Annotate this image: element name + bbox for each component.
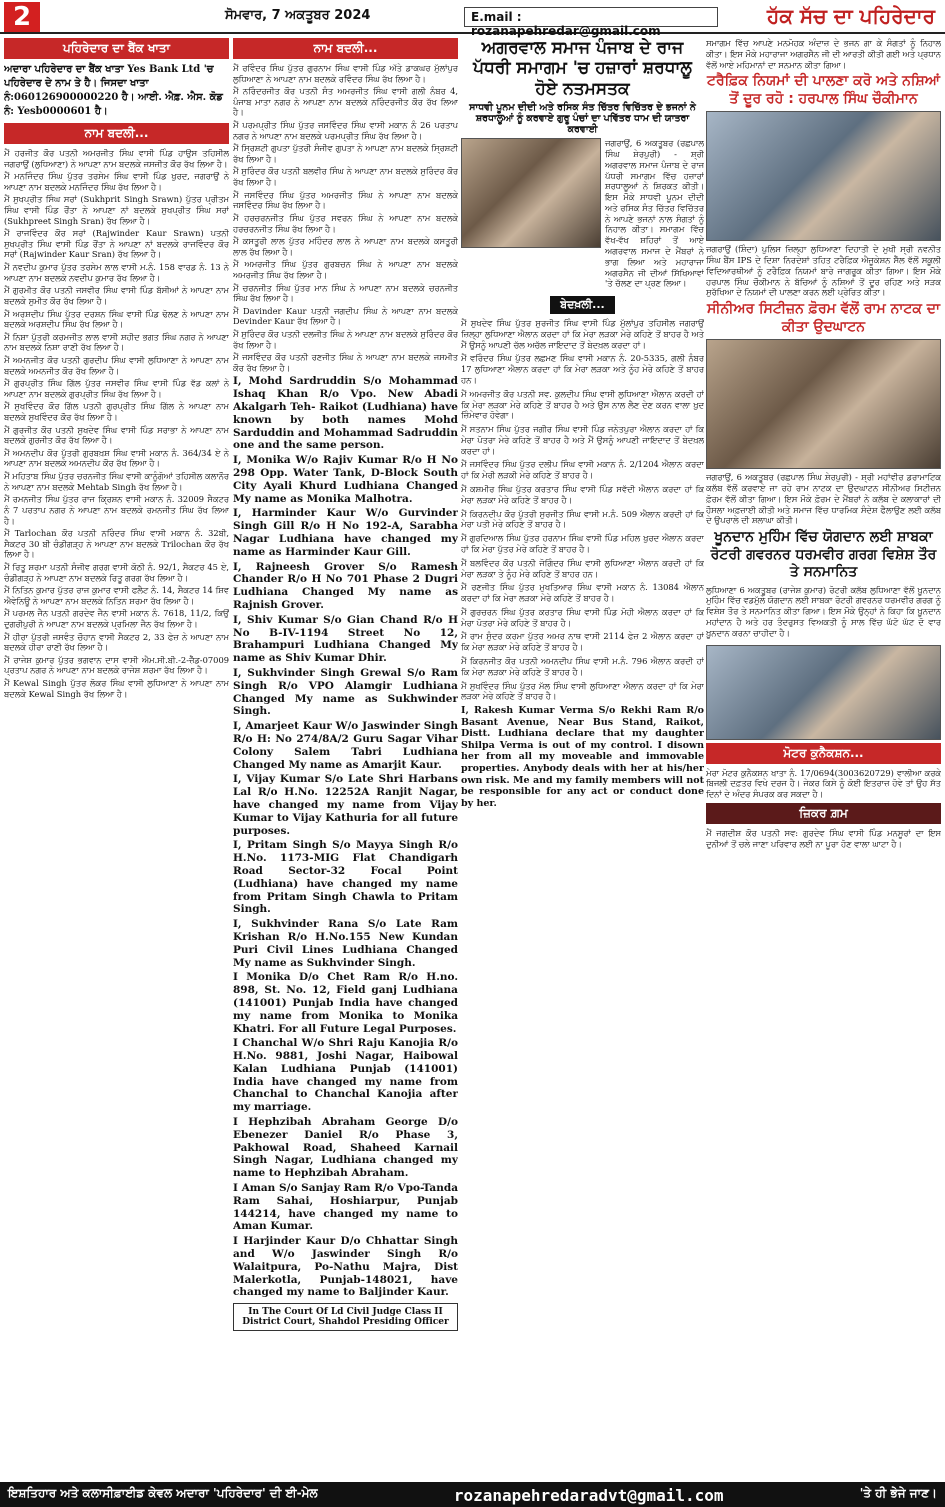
notice-item: ਮੈਂ ਹਰਜੀਤ ਕੌਰ ਪਤਨੀ ਅਮਰਜੀਤ ਸਿੰਘ ਵਾਸੀ ਪਿੰਡ ਹਾਉਸ ਤਹਿਸੀਲ ਜਗਰਾਉਂ (ਲੁਧਿਆਣਾ) ਨੇ ਆਪਣਾ ਨਾਮ ਬਦਲਕੇ ਜਸਜੀਤ ਕੌਰ ਰੱਖ ਲਿਆ ਹੈ। bbox=[4, 148, 229, 169]
notice-item: ਮੈਂ ਹੀਰਾ ਪੁੱਤਰੀ ਜਸਵੰਤ ਚੌਹਾਨ ਵਾਸੀ ਸੈਕਟਰ 2, 33 ਫੇਜ਼ ਨੇ ਆਪਣਾ ਨਾਮ ਬਦਲਕੇ ਹੀਰਾ ਰਾਣੀ ਰੱਖ ਲਿਆ ਹੈ। bbox=[4, 631, 229, 653]
notice-item: ਮੈਂ ਪਰਮਪ੍ਰੀਤ ਸਿੰਘ ਪੁੱਤਰ ਜਸਵਿੰਦਰ ਸਿੰਘ ਵਾਸੀ ਮਕਾਨ ਨੰ 26 ਪਰਤਾਪ ਨਗਰ ਨੇ ਆਪਣਾ ਨਾਮ ਬਦਲਕੇ ਪਰਮਪ੍ਰੀਤ ਸਿੰਘ ਰੱਖ ਲਿਆ ਹੈ। bbox=[233, 120, 458, 141]
notice-item: ਮੈਂ ਰਿਤੂ ਸ਼ਰਮਾ ਪਤਨੀ ਸੰਜੀਵ ਗਰਗ ਵਾਸੀ ਕੋਠੀ ਨੰ. 92/1, ਸੈਕਟਰ 45 ਏ, ਚੰਡੀਗੜ੍ਹ ਨੇ ਆਪਣਾ ਨਾਮ ਬਦਲਕੇ ਰਿਤੂ ਗਰਗ ਰੱਖ ਲਿਆ ਹੈ। bbox=[4, 561, 229, 583]
notice-item: ਮੈਂ ਰਾਜਵਿੰਦਰ ਕੌਰ ਸਰਾਂ (Rajwinder Kaur Srawn) ਪਤਨੀ ਸੁਖਪ੍ਰੀਤ ਸਿੰਘ ਵਾਸੀ ਪਿੰਡ ਰੌਂਤਾ ਨੇ ਆਪਣਾ ਨਾਂ ਬਦਲਕੇ ਰਾਜਵਿੰਦਰ ਕੌਰ ਸਰਾਂ (Rajwinder Kaur Sran) ਰੱਖ ਲਿਆ ਹੈ। bbox=[4, 228, 229, 260]
footer-email[interactable]: rozanapehredaradvt@gmail.com bbox=[453, 1486, 724, 1505]
notice-item: ਮੈਂ ਗੁਰਜੀਤ ਕੌਰ ਪਤਨੀ ਸੁਖਦੇਵ ਸਿੰਘ ਵਾਸੀ ਪਿੰਡ ਸਰਾਭਾ ਨੇ ਆਪਣਾ ਨਾਮ ਬਦਲਕੇ ਗੁਰਜੀਤ ਕੌਰ ਰੱਖ ਲਿਆ ਹੈ। bbox=[4, 424, 229, 446]
column-2 bbox=[233, 38, 458, 1335]
column-3 bbox=[461, 38, 704, 811]
english-name-change-notice: I, Sukhvinder Rana S/o Late Ram Krishan R/o H.No.155 New Kundan Puri Civil Lines Ludhiana Changed My name as Sukhvinder Singh. bbox=[233, 918, 458, 969]
notice-item: ਮੈਂ ਰਾਜੇਸ਼ ਕੁਮਾਰ ਪੁੱਤਰ ਭਗਵਾਨ ਦਾਸ ਵਾਸੀ ਐਮ.ਸੀ.ਬੀ.-2-ਜ਼ੈੱਡ-07009 ਪ੍ਰਤਾਪ ਨਗਰ ਨੇ ਆਪਣਾ ਨਾਮ ਬਦਲਕੇ ਰਾਜੇਸ਼ ਸ਼ਰਮਾ ਰੱਖ ਲਿਆ ਹੈ। bbox=[4, 654, 229, 676]
notice-item: ਮੈਂ ਰਵਿੰਦਰ ਸਿੰਘ ਪੁੱਤਰ ਗੁਰਨਾਮ ਸਿੰਘ ਵਾਸੀ ਪਿੰਡ ਅੱਤੇ ਡਾਕਘਰ ਮੁੱਲਾਂਪੁਰ ਲੁਧਿਆਣਾ ਨੇ ਆਪਣਾ ਨਾਮ ਬਦਲਕੇ ਰਵਿੰਦਰ ਸਿੰਘ ਰੱਖ ਲਿਆ ਹੈ। bbox=[233, 63, 458, 84]
page-number: 2 bbox=[4, 2, 40, 32]
footer-banner bbox=[0, 1482, 945, 1507]
notice-item: ਮੈਂ ਸੁਖਦੇਵ ਸਿੰਘ ਪੁੱਤਰ ਸੁਰਜੀਤ ਸਿੰਘ ਵਾਸੀ ਪਿੰਡ ਮੁੱਲਾਂਪੁਰ ਤਹਿਸੀਲ ਜਗਰਾਉਂ ਜ਼ਿਲ੍ਹਾ ਲੁਧਿਆਣਾ ਐਲਾਨ ਕਰਦਾ ਹਾਂ ਕਿ ਮੇਰਾ ਲੜਕਾ ਮੇਰੇ ਕਹਿਣੇ ਤੋਂ ਬਾਹਰ ਹੈ ਅਤੇ ਮੈਂ ਉਸਨੂੰ ਆਪਣੀ ਚੱਲ ਅਚੱਲ ਜਾਇਦਾਦ ਤੋਂ ਬੇਦਖ਼ਲ ਕਰਦਾ ਹਾਂ। bbox=[461, 318, 704, 350]
notice-item: ਮੈਂ ਗੁਰਪ੍ਰੀਤ ਸਿੰਘ ਗਿੱਲ ਪੁੱਤਰ ਜਸਵੀਰ ਸਿੰਘ ਵਾਸੀ ਪਿੰਡ ਵੱਡ ਕਲਾਂ ਨੇ ਆਪਣਾ ਨਾਮ ਬਦਲਕੇ ਗੁਰਪ੍ਰੀਤ ਸਿੰਘ ਰੱਖ ਲਿਆ ਹੈ। bbox=[4, 378, 229, 399]
notice-item: ਮੈਂ ਕਸ਼ਮੀਰ ਸਿੰਘ ਪੁੱਤਰ ਕਰਤਾਰ ਸਿੰਘ ਵਾਸੀ ਪਿੰਡ ਸਵੱਦੀ ਐਲਾਨ ਕਰਦਾ ਹਾਂ ਕਿ ਮੇਰਾ ਲੜਕਾ ਮੇਰੇ ਕਹਿਣੇ ਤੋਂ ਬਾਹਰ ਹੈ। bbox=[461, 484, 704, 505]
notice-item: ਮੈਂ ਸੁਖਵਿੰਦਰ ਕੌਰ ਗਿੱਲ ਪਤਨੀ ਗੁਰਪ੍ਰੀਤ ਸਿੰਘ ਗਿੱਲ ਨੇ ਆਪਣਾ ਨਾਮ ਬਦਲਕੇ ਸੁਖਵਿੰਦਰ ਕੌਰ ਰੱਖ ਲਿਆ ਹੈ। bbox=[4, 401, 229, 423]
english-name-change-notice: I, Vijay Kumar S/o Late Shri Harbans Lal R/o H.No. 12252A Ranjit Nagar, have changed my name from Vijay Kumar to Vijay Kathuria for all future purposes. bbox=[233, 773, 458, 837]
rotary-body: ਲੁਧਿਆਣਾ 6 ਅਕਤੂਬਰ (ਰਾਜੇਸ਼ ਕੁਮਾਰ) ਰੋਟਰੀ ਕਲੱਬ ਲੁਧਿਆਣਾ ਵੱਲੋਂ ਖ਼ੂਨਦਾਨ ਮੁਹਿੰਮ ਵਿੱਚ ਵਡਮੁੱਲੇ ਯੋਗਦਾਨ ਲਈ ਸਾਬਕਾ ਰੋਟਰੀ ਗਵਰਨਰ ਧਰਮਵੀਰ ਗਰਗ ਨੂੰ ਵਿਸ਼ੇਸ਼ ਤੌਰ ਤੇ ਸਨਮਾਨਿਤ ਕੀਤਾ ਗਿਆ। ਇਸ ਮੌਕੇ ਉਨ੍ਹਾਂ ਨੇ ਕਿਹਾ ਕਿ ਖ਼ੂਨਦਾਨ ਮਹਾਂਦਾਨ ਹੈ ਅਤੇ ਹਰ ਤੰਦਰੁਸਤ ਵਿਅਕਤੀ ਨੂੰ ਸਾਲ ਵਿੱਚ ਘੱਟੋ ਘੱਟ ਦੋ ਵਾਰ ਖ਼ੂਨਦਾਨ ਕਰਨਾ ਚਾਹੀਦਾ ਹੈ। bbox=[706, 584, 941, 638]
lead-headline: ਅਗਰਵਾਲ ਸਮਾਜ ਪੰਜਾਬ ਦੇ ਰਾਜ ਪੱਧਰੀ ਸਮਾਗਮ 'ਚ ਹਜ਼ਾਰਾਂ ਸ਼ਰਧਾਲੂ ਹੋਏ ਨਤਮਸਤਕ bbox=[473, 38, 692, 99]
english-name-change-notice: I, Rajneesh Grover S/o Ramesh Chander R/o H No 701 Phase 2 Dugri Ludhiana Changed My name as Rajnish Grover. bbox=[233, 560, 458, 611]
notice-item: ਮੈਂ ਨਿਸ਼ਾ ਪੁੱਤਰੀ ਕਰਮਜੀਤ ਲਾਲ ਵਾਸੀ ਸ਼ਹੀਦ ਭਗਤ ਸਿੰਘ ਨਗਰ ਨੇ ਆਪਣਾ ਨਾਮ ਬਦਲਕੇ ਨਿਸ਼ਾ ਰਾਣੀ ਰੱਖ ਲਿਆ ਹੈ। bbox=[4, 331, 229, 353]
english-disown-notice: I, Rakesh Kumar Verma S/o Rekhi Ram R/o Basant Avenue, Near Bus Stand, Raikot, Distt. Ludhiana declare that my daughter Shilpa Verma is out of my control. I disown her from all my moveable and immovable properties. Anybody deals with her at his/her own risk. Me and my family members will not be responsible for any act or conduct done by her. bbox=[461, 705, 704, 809]
rotary-photo bbox=[706, 645, 941, 740]
notice-item: ਮੈਂ ਕਸਤੂਰੀ ਲਾਲ ਪੁੱਤਰ ਮਹਿੰਦਰ ਲਾਲ ਨੇ ਆਪਣਾ ਨਾਮ ਬਦਲਕੇ ਕਸਤੂਰੀ ਲਾਲ ਰੱਖ ਲਿਆ ਹੈ। bbox=[233, 236, 458, 257]
notice-item: ਮੈਂ ਰਣਜੀਤ ਸਿੰਘ ਪੁੱਤਰ ਮੁਖਤਿਆਰ ਸਿੰਘ ਵਾਸੀ ਮਕਾਨ ਨੰ. 13084 ਐਲਾਨ ਕਰਦਾ ਹਾਂ ਕਿ ਮੇਰਾ ਲੜਕਾ ਮੇਰੇ ਕਹਿਣੇ ਤੋਂ ਬਾਹਰ ਹੈ। bbox=[461, 582, 704, 604]
notice-item: ਮੈਂ ਵਰਿੰਦਰ ਸਿੰਘ ਪੁੱਤਰ ਲਛਮਣ ਸਿੰਘ ਵਾਸੀ ਮਕਾਨ ਨੰ. 20-5335, ਗਲੀ ਨੰਬਰ 17 ਲੁਧਿਆਣਾ ਐਲਾਨ ਕਰਦਾ ਹਾਂ ਕਿ ਮੇਰਾ ਲੜਕਾ ਅਤੇ ਨੂੰਹ ਮੇਰੇ ਕਹਿਣੇ ਤੋਂ ਬਾਹਰ ਹਨ। bbox=[461, 353, 704, 386]
notice-item: ਮੈਂ ਗੁਰਦਿਆਲ ਸਿੰਘ ਪੁੱਤਰ ਹਰਨਾਮ ਸਿੰਘ ਵਾਸੀ ਪਿੰਡ ਮਹਿਲ ਖੁਰਦ ਐਲਾਨ ਕਰਦਾ ਹਾਂ ਕਿ ਮੇਰਾ ਪੁੱਤਰ ਮੇਰੇ ਕਹਿਣੇ ਤੋਂ ਬਾਹਰ ਹੈ। bbox=[461, 533, 704, 554]
column-1 bbox=[4, 38, 229, 701]
traffic-headline: ਟਰੈਫ਼ਿਕ ਨਿਯਮਾਂ ਦੀ ਪਾਲਣਾ ਕਰੋ ਅਤੇ ਨਸ਼ਿਆਂ ਤੋਂ ਦੂਰ ਰਹੋ : ਹਰਪਾਲ ਸਿੰਘ ਚੌਕੀਮਾਨ bbox=[706, 73, 941, 107]
english-name-change-notice: I, Shiv Kumar S/o Gian Chand R/o H No B-IV-1194 Street No 12, Brahampuri Ludhiana Changed My name as Shiv Kumar Dhir. bbox=[233, 613, 458, 665]
column-4 bbox=[706, 38, 941, 852]
english-name-change-notice: I Harjinder Kaur D/o Chhattar Singh and W/o Jaswinder Singh R/o Walaitpura, Po-Nathu Majra, Dist Malerkotla, Punjab-148021, have changed my name to Baljinder Kaur. bbox=[233, 1235, 458, 1299]
notice-item: ਮੈਂ ਕਿਰਨਦੀਪ ਕੌਰ ਪੁੱਤਰੀ ਸੁਰਜੀਤ ਸਿੰਘ ਵਾਸੀ ਮ.ਨੰ. 509 ਐਲਾਨ ਕਰਦੀ ਹਾਂ ਕਿ ਮੇਰਾ ਪਤੀ ਮੇਰੇ ਕਹਿਣੇ ਤੋਂ ਬਾਹਰ ਹੈ। bbox=[461, 508, 704, 530]
notice-item: ਮੈਂ ਪਰਮਲ ਜੈਨ ਪਤਨੀ ਗਰਦੇਵ ਜੈਨ ਵਾਸੀ ਮਕਾਨ ਨੰ. 7618, 11/2, ਕਿਉਂ ਦੁਗਰੀਪੁਰੀ ਨੇ ਆਪਣਾ ਨਾਮ ਬਦਲਕੇ ਪ੍ਰਮਿਲਾ ਜੈਨ ਰੱਖ ਲਿਆ ਹੈ। bbox=[4, 608, 229, 629]
notice-item: ਮੈਂ ਅਮਨਦੀਪ ਕੌਰ ਪੁੱਤਰੀ ਗੁਰਬਖ਼ਸ਼ ਸਿੰਘ ਵਾਸੀ ਮਕਾਨ ਨੰ. 364/34 ਏ ਨੇ ਆਪਣਾ ਨਾਮ ਬਦਲਕੇ ਅਮਨਦੀਪ ਕੌਰ ਰੱਖ ਲਿਆ ਹੈ। bbox=[4, 447, 229, 469]
english-name-change-notice: I, Amarjeet Kaur W/o Jaswinder Singh R/o H: No 274/8A/2 Guru Sagar Vihar Colony Salem Tabri Ludhiana Changed My name as Amarjit Kaur. bbox=[233, 720, 458, 771]
english-name-change-notice: I, Monika W/o Rajiv Kumar R/o H No 298 Opp. Water Tank, D-Block South City Ayali Khurd Ludhiana Changed My name as Monika Malhotra. bbox=[233, 454, 458, 505]
notice-item: ਮੈਂ ਅਮਰਜੀਤ ਸਿੰਘ ਪੁੱਤਰ ਗੁਰਬਚਨ ਸਿੰਘ ਨੇ ਆਪਣਾ ਨਾਮ ਬਦਲਕੇ ਅਮਰਜੀਤ ਸਿੰਘ ਰੱਖ ਲਿਆ ਹੈ। bbox=[233, 259, 458, 280]
notice-item: ਮੈਂ ਨਰਿੰਦਰਜੀਤ ਕੌਰ ਪਤਨੀ ਸੰਤ ਅਮਰਜੀਤ ਸਿੰਘ ਵਾਸੀ ਗਲੀ ਨੰਬਰ 4, ਪੰਜਾਬ ਮਾਤਾ ਨਗਰ ਨੇ ਆਪਣਾ ਨਾਮ ਬਦਲਕੇ ਨਰਿੰਦਰਜੀਤ ਕੌਰ ਰੱਖ ਲਿਆ ਹੈ। bbox=[233, 86, 458, 118]
english-name-change-notice: I Aman S/o Sanjay Ram R/o Vpo-Tanda Ram Sahai, Hoshiarpur, Punjab 144214, have changed my name to Aman Kumar. bbox=[233, 1182, 458, 1233]
rotary-headline: ਖੂਨਦਾਨ ਮੁਹਿੰਮ ਵਿੱਚ ਯੋਗਦਾਨ ਲਈ ਸ਼ਾਬਕਾ ਰੋਟਰੀ ਗਵਰਨਰ ਧਰਮਵੀਰ ਗਰਗ ਵਿਸ਼ੇਸ਼ ਤੌਰ ਤੇ ਸਨਮਾਨਿਤ bbox=[710, 529, 937, 581]
bank-section-head: ਪਹਿਰੇਦਾਰ ਦਾ ਬੈਂਕ ਖਾਤਾ bbox=[4, 38, 229, 59]
notice-item: ਮੈਂ ਅਮਨਜੀਤ ਕੌਰ ਪਤਨੀ ਗੁਰਦੀਪ ਸਿੰਘ ਵਾਸੀ ਲੁਧਿਆਣਾ ਨੇ ਆਪਣਾ ਨਾਮ ਬਦਲਕੇ ਅਮਨਜੀਤ ਕੌਰ ਰੱਖ ਲਿਆ ਹੈ। bbox=[4, 354, 229, 376]
notice-item: ਮੈਂ ਮਨਜਿੰਦਰ ਸਿੰਘ ਪੁੱਤਰ ਤਰਸੇਮ ਸਿੰਘ ਵਾਸੀ ਪਿੰਡ ਖੁਰਦ, ਜਗਰਾਉਂ ਨੇ ਆਪਣਾ ਨਾਮ ਬਦਲਕੇ ਮਨਜਿੰਦਰ ਸਿੰਘ ਰੱਖ ਲਿਆ ਹੈ। bbox=[4, 171, 229, 192]
name-change-list bbox=[4, 148, 229, 701]
notice-item: ਮੈਂ Tarlochan ਕੌਰ ਪਤਨੀ ਨਰਿੰਦਰ ਸਿੰਘ ਵਾਸੀ ਮਕਾਨ ਨੰ. 32ਬੀ, ਸੈਕਟਰ 30 ਬੀ ਚੰਡੀਗੜ੍ਹ ਨੇ ਆਪਣਾ ਨਾਮ ਬਦਲਕੇ Trilochan ਕੌਰ ਰੱਖ ਲਿਆ ਹੈ। bbox=[4, 528, 229, 560]
motor-connection-body: ਮੇਰਾ ਮੋਟਰ ਕੁਨੈਕਸ਼ਨ ਖਾਤਾ ਨੰ. 17/0694(3003620729) ਵਾਲੀਆ ਕਰਕੇ ਬਿਜਲੀ ਦਫ਼ਤਰ ਵਿਖੇ ਦਰਜ ਹੈ। ਜੇਕਰ ਕਿਸੇ ਨੂੰ ਕੋਈ ਇਤਰਾਜ਼ ਹੋਵੇ ਤਾਂ ਉਹ ਸੱਤ ਦਿਨਾਂ ਦੇ ਅੰਦਰ ਸੰਪਰਕ ਕਰ ਸਕਦਾ ਹੈ। bbox=[706, 767, 941, 800]
traffic-photo bbox=[706, 111, 941, 241]
notice-item: ਮੈਂ ਮਹਿਤਾਬ ਸਿੰਘ ਪੁੱਤਰ ਚਰਨਜੀਤ ਸਿੰਘ ਵਾਸੀ ਕਾਨੂੰਗੋਆਂ ਤਹਿਸੀਲ ਕਲਾਨੌਰ ਨੇ ਆਪਣਾ ਨਾਮ ਬਦਲਕੇ Mehtab Singh ਰੱਖ ਲਿਆ ਹੈ। bbox=[4, 471, 229, 492]
header-email[interactable]: E.mail : rozanapehredar@gmail.com bbox=[464, 7, 718, 27]
lead-continuation: ਸਮਾਗਮ ਵਿੱਚ ਆਪਣੇ ਮਨਮੋਹਕ ਅੰਦਾਜ਼ ਦੇ ਭਜਨ ਗਾ ਕੇ ਸੰਗਤਾਂ ਨੂੰ ਨਿਹਾਲ ਕੀਤਾ। ਇਸ ਮੌਕੇ ਮਹਾਰਾਜਾ ਅਗਰਸੈਨ ਜੀ ਦੀ ਆਰਤੀ ਕੀਤੀ ਗਈ ਅਤੇ ਪ੍ਰਧਾਨ ਵੱਲੋਂ ਆਏ ਮਹਿਮਾਨਾਂ ਦਾ ਸਨਮਾਨ ਕੀਤਾ ਗਿਆ। bbox=[706, 38, 941, 70]
footer-text-left: ਇਸ਼ਤਿਹਾਰ ਅਤੇ ਕਲਾਸੀਫ਼ਾਈਡ ਕੇਵਲ ਅਦਾਰਾ 'ਪਹਿਰੇਦਾਰ' ਦੀ ਈ-ਮੇਲ bbox=[8, 1486, 318, 1500]
masthead bbox=[0, 0, 945, 38]
notice-item: ਮੈਂ ਸ੍ਰਿਸ਼ਟੀ ਗੁਪਤਾ ਪੁੱਤਰੀ ਸੰਜੀਵ ਗੁਪਤਾ ਨੇ ਆਪਣਾ ਨਾਮ ਬਦਲਕੇ ਸ੍ਰਿਸ਼ਟੀ ਰੱਖ ਲਿਆ ਹੈ। bbox=[233, 143, 458, 164]
name-change-head-2: ਨਾਮ ਬਦਲੀ... bbox=[233, 38, 458, 59]
notice-item: ਮੈਂ ਕਿਰਨਜੀਤ ਕੌਰ ਪਤਨੀ ਅਮਨਦੀਪ ਸਿੰਘ ਵਾਸੀ ਮ.ਨੰ. 796 ਐਲਾਨ ਕਰਦੀ ਹਾਂ ਕਿ ਮੇਰਾ ਲੜਕਾ ਮੇਰੇ ਕਹਿਣੇ ਤੋਂ ਬਾਹਰ ਹੈ। bbox=[461, 655, 704, 677]
notice-item: ਮੈਂ ਸੁਰਿੰਦਰ ਕੌਰ ਪਤਨੀ ਬਲਵੀਰ ਸਿੰਘ ਨੇ ਆਪਣਾ ਨਾਮ ਬਦਲਕੇ ਸੁਰਿੰਦਰ ਕੌਰ ਰੱਖ ਲਿਆ ਹੈ। bbox=[233, 166, 458, 188]
english-name-change-notice: I, Sukhvinder Singh Grewal S/o Ram Singh R/o VPO Alamgir Ludhiana Changed My name as Sukhwinder Singh. bbox=[233, 666, 458, 718]
english-name-change-notice: I Chanchal W/o Shri Raju Kanojia R/o H.No. 9881, Joshi Nagar, Haibowal Kalan Ludhiana Punjab (141001) India have changed my name from Chanchal to Chanchal Kanojia after my marriage. bbox=[233, 1037, 458, 1114]
notice-item: ਮੈਂ ਸੁਖਵਿੰਦਰ ਸਿੰਘ ਪੁੱਤਰ ਮੱਲ ਸਿੰਘ ਵਾਸੀ ਲੁਧਿਆਣਾ ਐਲਾਨ ਕਰਦਾ ਹਾਂ ਕਿ ਮੇਰਾ ਲੜਕਾ ਮੇਰੇ ਕਹਿਣੇ ਤੋਂ ਬਾਹਰ ਹੈ। bbox=[461, 680, 704, 702]
footer-text-right: 'ਤੇ ਹੀ ਭੇਜੇ ਜਾਣ। bbox=[859, 1486, 937, 1500]
issue-date: ਸੋਮਵਾਰ, 7 ਅਕਤੂਬਰ 2024 bbox=[225, 8, 371, 23]
senior-citizen-headline: ਸੀਨੀਅਰ ਸਿਟੀਜ਼ਨ ਫ਼ੋਰਮ ਵੱਲੋਂ ਰਾਮ ਨਾਟਕ ਦਾ ਕੀਤਾ ਉਦਘਾਟਨ bbox=[706, 301, 941, 335]
notice-item: ਮੈਂ Kewal Singh ਪੁੱਤਰ ਲੋਕਰ ਸਿੰਘ ਵਾਸੀ ਲੁਧਿਆਣਾ ਨੇ ਆਪਣਾ ਨਾਮ ਬਦਲਕੇ Kewal Singh ਰੱਖ ਲਿਆ ਹੈ। bbox=[4, 678, 229, 699]
notice-item: ਮੈਂ ਨਿਤਿਨ ਕੁਮਾਰ ਪੁੱਤਰ ਰਾਜ ਕੁਮਾਰ ਵਾਸੀ ਫਲੈਟ ਨੰ. 14, ਸੈਕਟਰ 14 ਸ਼ਿਵ ਐਵੇਨਿਊ ਨੇ ਆਪਣਾ ਨਾਮ ਬਦਲਕੇ ਨਿਤਿਨ ਸ਼ਰਮਾ ਰੱਖ ਲਿਆ ਹੈ। bbox=[4, 585, 229, 606]
lead-subheadline: ਸਾਧਵੀ ਪੂਨਮ ਦੀਦੀ ਅਤੇ ਰਸਿਕ ਸੰਤ ਚਿੱਤਰ ਵਿਚਿੱਤਰ ਦੇ ਭਜਨਾਂ ਨੇ ਸ਼ਰਧਾਲੂਆਂ ਨੂੰ ਕਰਵਾਏ ਗੁਰੂ ਪੰਚਾਂ ਦਾ ਪਵਿੱਤਰ ਧਾਮ ਦੀ ਯਾਤਰਾ ਕਰਵਾਈ bbox=[469, 102, 696, 136]
notice-item: ਮੈਂ ਸੁਰਿੰਦਰ ਕੌਰ ਪਤਨੀ ਦਲਜੀਤ ਸਿੰਘ ਨੇ ਆਪਣਾ ਨਾਮ ਬਦਲਕੇ ਸੁਰਿੰਦਰ ਕੌਰ ਰੱਖ ਲਿਆ ਹੈ। bbox=[233, 329, 458, 350]
name-change-list-2 bbox=[233, 63, 458, 1335]
notice-item: ਮੈਂ ਹਰਚਰਨਜੀਤ ਸਿੰਘ ਪੁੱਤਰ ਸਵਰਨ ਸਿੰਘ ਨੇ ਆਪਣਾ ਨਾਮ ਬਦਲਕੇ ਹਰਚਰਨਜੀਤ ਸਿੰਘ ਰੱਖ ਲਿਆ ਹੈ। bbox=[233, 212, 458, 234]
notice-item: ਮੈਂ ਅਮਰਜੀਤ ਕੌਰ ਪਤਨੀ ਸਵ. ਕੁਲਦੀਪ ਸਿੰਘ ਵਾਸੀ ਲੁਧਿਆਣਾ ਐਲਾਨ ਕਰਦੀ ਹਾਂ ਕਿ ਮੇਰਾ ਲੜਕਾ ਮੇਰੇ ਕਹਿਣੇ ਤੋਂ ਬਾਹਰ ਹੈ ਅਤੇ ਉਸ ਨਾਲ ਲੈਣ ਦੇਣ ਕਰਨ ਵਾਲਾ ਖ਼ੁਦ ਜ਼ਿੰਮੇਵਾਰ ਹੋਵੇਗਾ। bbox=[461, 388, 704, 421]
court-notice-box bbox=[233, 1303, 458, 1331]
notice-item: ਮੈਂ ਰਮਨਜੀਤ ਸਿੰਘ ਪੁੱਤਰ ਰਾਜ ਕ੍ਰਿਸ਼ਨ ਵਾਸੀ ਮਕਾਨ ਨੰ. 32009 ਸੈਕਟਰ ਨੰ 7 ਪਰਤਾਪ ਨਗਰ ਨੇ ਆਪਣਾ ਨਾਮ ਬਦਲਕੇ ਰਮਨਜੀਤ ਸਿੰਘ ਰੱਖ ਲਿਆ ਹੈ। bbox=[4, 494, 229, 526]
english-name-change-notice: I Monika D/o Chet Ram R/o H.no. 898, St. No. 12, Field ganj Ludhiana (141001) Punjab India have changed my name from Monika to Monika Khatri. For all Future Legal Purposes. bbox=[233, 971, 458, 1035]
notice-item: ਮੈਂ ਜਸਵਿੰਦਰ ਸਿੰਘ ਪੁੱਤਰ ਅਮਰਜੀਤ ਸਿੰਘ ਨੇ ਆਪਣਾ ਨਾਮ ਬਦਲਕੇ ਜਸਵਿੰਦਰ ਸਿੰਘ ਰੱਖ ਲਿਆ ਹੈ। bbox=[233, 189, 458, 211]
court-notice-title: In The Court Of Ld Civil Judge Class II District Court, Shahdol Presiding Officer bbox=[242, 1307, 449, 1328]
disown-section-head: ਬੇਦਖ਼ਲੀ... bbox=[550, 296, 614, 314]
lead-body: ਜਗਰਾਉਂ, 6 ਅਕਤੂਬਰ (ਰਛਪਾਲ ਸਿੰਘ ਸ਼ੇਰਪੁਰੀ) - ਸ਼੍ਰੀ ਅਗਰਵਾਲ ਸਮਾਜ ਪੰਜਾਬ ਦੇ ਰਾਜ ਪੱਧਰੀ ਸਮਾਗਮ ਵਿੱਚ ਹਜ਼ਾਰਾਂ ਸ਼ਰਧਾਲੂਆਂ ਨੇ ਸ਼ਿਰਕਤ ਕੀਤੀ। ਇਸ ਮੌਕੇ ਸਾਧਵੀ ਪੂਨਮ ਦੀਦੀ ਅਤੇ ਰਸਿਕ ਸੰਤ ਚਿੱਤਰ ਵਿਚਿੱਤਰ ਨੇ ਆਪਣੇ ਭਜਨਾਂ ਨਾਲ ਸੰਗਤਾਂ ਨੂੰ ਨਿਹਾਲ ਕੀਤਾ। ਸਮਾਗਮ ਵਿੱਚ ਵੱਖ-ਵੱਖ ਸ਼ਹਿਰਾਂ ਤੋਂ ਆਏ ਅਗਰਵਾਲ ਸਮਾਜ ਦੇ ਮੈਂਬਰਾਂ ਨੇ ਭਾਗ ਲਿਆ ਅਤੇ ਮਹਾਰਾਜਾ ਅਗਰਸੈਨ ਜੀ ਦੀਆਂ ਸਿੱਖਿਆਵਾਂ 'ਤੇ ਚੱਲਣ ਦਾ ਪ੍ਰਣ ਲਿਆ। bbox=[605, 138, 704, 289]
notice-item: ਮੈਂ ਗੁਰਚਰਨ ਸਿੰਘ ਪੁੱਤਰ ਕਰਤਾਰ ਸਿੰਘ ਵਾਸੀ ਪਿੰਡ ਮੋਹੀ ਐਲਾਨ ਕਰਦਾ ਹਾਂ ਕਿ ਮੇਰਾ ਪੋਤਰਾ ਮੇਰੇ ਕਹਿਣੇ ਤੋਂ ਬਾਹਰ ਹੈ। bbox=[461, 606, 704, 628]
obituary-body: ਮੈਂ ਜਗਦੀਸ਼ ਕੌਰ ਪਤਨੀ ਸਵ: ਗੁਰਦੇਵ ਸਿੰਘ ਵਾਸੀ ਪਿੰਡ ਮਨਸੂਰਾਂ ਦਾ ਇਸ ਦੁਨੀਆਂ ਤੋਂ ਚਲੇ ਜਾਣਾ ਪਰਿਵਾਰ ਲਈ ਨਾ ਪੂਰਾ ਹੋਣ ਵਾਲਾ ਘਾਟਾ ਹੈ। bbox=[706, 827, 941, 849]
disown-list bbox=[461, 318, 704, 705]
obituary-head: ਜ਼ਿਕਰ ਗ਼ਮ bbox=[706, 803, 941, 824]
english-name-change-notice: I, Pritam Singh S/o Mayya Singh R/o H.No. 1173-MIG Flat Chandigarh Road Sector-32 Focal Point (Ludhiana) have changed my name from Pritam Singh Chawla to Pritam Singh. bbox=[233, 839, 458, 916]
notice-item: ਮੈਂ ਚਰਨਜੀਤ ਸਿੰਘ ਪੁੱਤਰ ਮਾਨ ਸਿੰਘ ਨੇ ਆਪਣਾ ਨਾਮ ਬਦਲਕੇ ਚਰਨਜੀਤ ਸਿੰਘ ਰੱਖ ਲਿਆ ਹੈ। bbox=[233, 282, 458, 304]
notice-item: ਮੈਂ ਨਵਦੀਪ ਕੁਮਾਰ ਪੁੱਤਰ ਤਰਸੇਮ ਲਾਲ ਵਾਸੀ ਮ.ਨੰ. 158 ਵਾਰਡ ਨੰ. 13 ਨੇ ਆਪਣਾ ਨਾਮ ਬਦਲਕੇ ਨਵਦੀਪ ਕੁਮਾਰ ਰੱਖ ਲਿਆ ਹੈ। bbox=[4, 262, 229, 283]
english-name-change-notice: I Hephzibah Abraham George D/o Ebenezer Daniel R/o Phase 3, Pakhowal Road, Shaheed Karnail Singh Nagar, Ludhiana changed my name to Hephzibah Abraham. bbox=[233, 1116, 458, 1180]
notice-item: ਮੈਂ ਰਾਮ ਸੁੰਦਰ ਕਰਮਾ ਪੁੱਤਰ ਅਮਰ ਨਾਥ ਵਾਸੀ 2114 ਫੇਜ਼ 2 ਐਲਾਨ ਕਰਦਾ ਹਾਂ ਕਿ ਮੇਰਾ ਲੜਕਾ ਮੇਰੇ ਕਹਿਣੇ ਤੋਂ ਬਾਹਰ ਹੈ। bbox=[461, 631, 704, 653]
notice-item: ਮੈਂ ਸਤਨਾਮ ਸਿੰਘ ਪੁੱਤਰ ਜਗੀਰ ਸਿੰਘ ਵਾਸੀ ਪਿੰਡ ਜਨੇਤਪੁਰਾ ਐਲਾਨ ਕਰਦਾ ਹਾਂ ਕਿ ਮੇਰਾ ਪੋਤਰਾ ਮੇਰੇ ਕਹਿਣੇ ਤੋਂ ਬਾਹਰ ਹੈ ਅਤੇ ਮੈਂ ਉਸਨੂੰ ਆਪਣੀ ਜਾਇਦਾਦ ਤੋਂ ਬੇਦਖ਼ਲ ਕਰਦਾ ਹਾਂ। bbox=[461, 424, 704, 456]
event-photo bbox=[461, 138, 601, 248]
notice-item: ਮੈਂ ਅਰਸ਼ਦੀਪ ਸਿੰਘ ਪੁੱਤਰ ਦਰਸ਼ਨ ਸਿੰਘ ਵਾਸੀ ਪਿੰਡ ਢੋਲਣ ਨੇ ਆਪਣਾ ਨਾਮ ਬਦਲਕੇ ਅਰਸ਼ਦੀਪ ਸਿੰਘ ਰੱਖ ਲਿਆ ਹੈ। bbox=[4, 308, 229, 330]
english-name-change-notice: I, Harminder Kaur W/o Gurvinder Singh Gill R/o H No 192-A, Sarabha Nagar Ludhiana have changed my name as Harminder Kaur Gill. bbox=[233, 507, 458, 558]
senior-citizen-body: ਜਗਰਾਉਂ, 6 ਅਕਤੂਬਰ (ਰਛਪਾਲ ਸਿੰਘ ਸ਼ੇਰਪੁਰੀ) - ਸ਼੍ਰੀ ਮਹਾਂਵੀਰ ਡਰਾਮਾਟਿਕ ਕਲੱਬ ਵੱਲੋਂ ਕਰਵਾਏ ਜਾ ਰਹੇ ਰਾਮ ਨਾਟਕ ਦਾ ਉਦਘਾਟਨ ਸੀਨੀਅਰ ਸਿਟੀਜ਼ਨ ਫ਼ੋਰਮ ਵੱਲੋਂ ਕੀਤਾ ਗਿਆ। ਇਸ ਮੌਕੇ ਫ਼ੋਰਮ ਦੇ ਮੈਂਬਰਾਂ ਨੇ ਕਲੱਬ ਦੇ ਕਲਾਕਾਰਾਂ ਦੀ ਹੌਸਲਾ ਅਫ਼ਜ਼ਾਈ ਕੀਤੀ ਅਤੇ ਸਮਾਜ ਵਿੱਚ ਧਾਰਮਿਕ ਸੰਦੇਸ਼ ਫੈਲਾਉਣ ਲਈ ਕਲੱਬ ਦੇ ਉਪਰਾਲੇ ਦੀ ਸ਼ਲਾਘਾ ਕੀਤੀ। bbox=[706, 472, 941, 526]
notice-item: ਮੈਂ Davinder Kaur ਪਤਨੀ ਜਗਦੀਪ ਸਿੰਘ ਨੇ ਆਪਣਾ ਨਾਮ ਬਦਲਕੇ Devinder Kaur ਰੱਖ ਲਿਆ ਹੈ। bbox=[233, 305, 458, 327]
notice-item: ਮੈਂ ਜਸਵਿੰਦਰ ਕੌਰ ਪਤਨੀ ਰਣਜੀਤ ਸਿੰਘ ਨੇ ਆਪਣਾ ਨਾਮ ਬਦਲਕੇ ਜਸਮੀਤ ਕੌਰ ਰੱਖ ਲਿਆ ਹੈ। bbox=[233, 352, 458, 373]
notice-item: ਮੈਂ ਜਸਵਿੰਦਰ ਸਿੰਘ ਪੁੱਤਰ ਦਲੀਪ ਸਿੰਘ ਵਾਸੀ ਮਕਾਨ ਨੰ. 2/1204 ਐਲਾਨ ਕਰਦਾ ਹਾਂ ਕਿ ਮੇਰੀ ਲੜਕੀ ਮੇਰੇ ਕਹਿਣੇ ਤੋਂ ਬਾਹਰ ਹੈ। bbox=[461, 459, 704, 481]
motor-connection-head: ਮੋਟਰ ਕੁਨੈਕਸ਼ਨ... bbox=[706, 743, 941, 764]
name-change-head: ਨਾਮ ਬਦਲੀ... bbox=[4, 123, 229, 144]
bank-account-text: ਅਦਾਰਾ ਪਹਿਰੇਦਾਰ ਦਾ ਬੈਂਕ ਖਾਤਾ Yes Bank Ltd 'ਚ ਪਹਿਰੇਦਾਰ ਦੇ ਨਾਮ ਤੇ ਹੈ। ਜਿਸਦਾ ਖਾਤਾ ਨੰ:060126900000220 ਹੈ। ਆਈ. ਐਫ਼. ਐਸ. ਕੋਡ ਨੰ: Yesb0000601 ਹੈ। bbox=[4, 64, 223, 117]
notice-item: ਮੈਂ ਗੁਰਮੀਤ ਕੌਰ ਪਤਨੀ ਜਸਵੀਰ ਸਿੰਘ ਵਾਸੀ ਪਿੰਡ ਬੱਸੀਆਂ ਨੇ ਆਪਣਾ ਨਾਮ ਬਦਲਕੇ ਸੁਮੀਤ ਕੌਰ ਰੱਖ ਲਿਆ ਹੈ। bbox=[4, 285, 229, 306]
traffic-body: ਜਗਰਾਉਂ (ਸ਼ਿੰਦਾ) ਪੁਲਿਸ ਜ਼ਿਲ੍ਹਾ ਲੁਧਿਆਣਾ ਦਿਹਾਤੀ ਦੇ ਮੁਖੀ ਸ੍ਰੀ ਨਵਨੀਤ ਸਿੰਘ ਬੈਂਸ IPS ਦੇ ਦਿਸ਼ਾ ਨਿਰਦੇਸ਼ਾਂ ਤਹਿਤ ਟਰੈਫ਼ਿਕ ਐਜੂਕੇਸ਼ਨ ਸੈੱਲ ਵੱਲੋਂ ਸਕੂਲੀ ਵਿਦਿਆਰਥੀਆਂ ਨੂੰ ਟਰੈਫ਼ਿਕ ਨਿਯਮਾਂ ਬਾਰੇ ਜਾਗਰੂਕ ਕੀਤਾ ਗਿਆ। ਇਸ ਮੌਕੇ ਹਰਪਾਲ ਸਿੰਘ ਚੌਕੀਮਾਨ ਨੇ ਬੱਚਿਆਂ ਨੂੰ ਨਸ਼ਿਆਂ ਤੋਂ ਦੂਰ ਰਹਿਣ ਅਤੇ ਸੜਕ ਸੁਰੱਖਿਆ ਦੇ ਨਿਯਮਾਂ ਦੀ ਪਾਲਣਾ ਕਰਨ ਲਈ ਪ੍ਰੇਰਿਤ ਕੀਤਾ। bbox=[706, 244, 941, 298]
notice-item: ਮੈਂ ਸੁਖਪ੍ਰੀਤ ਸਿੰਘ ਸਰਾਂ (Sukhprit Singh Srawn) ਪੁੱਤਰ ਪ੍ਰੀਤਮ ਸਿੰਘ ਵਾਸੀ ਪਿੰਡ ਰੌਂਤਾ ਨੇ ਆਪਣਾ ਨਾਂ ਬਦਲਕੇ ਸੁਖਪ੍ਰੀਤ ਸਿੰਘ ਸਰਾਂ (Sukhpreet Singh Sran) ਰੱਖ ਲਿਆ ਹੈ। bbox=[4, 194, 229, 226]
senior-citizen-photo bbox=[706, 339, 941, 469]
notice-item: ਮੈਂ ਬਲਵਿੰਦਰ ਕੌਰ ਪਤਨੀ ਜੋਗਿੰਦਰ ਸਿੰਘ ਵਾਸੀ ਲੁਧਿਆਣਾ ਐਲਾਨ ਕਰਦੀ ਹਾਂ ਕਿ ਮੇਰਾ ਲੜਕਾ ਤੇ ਨੂੰਹ ਮੇਰੇ ਕਹਿਣੇ ਤੋਂ ਬਾਹਰ ਹਨ। bbox=[461, 557, 704, 579]
brand-logo: ਹੱਕ ਸੱਚ ਦਾ ਪਹਿਰੇਦਾਰ bbox=[767, 4, 935, 28]
english-name-change-notice: I, Mohd Sardruddin S/o Mohammad Ishaq Khan R/o Vpo. New Abadi Akalgarh Teh- Raikot (Ludhiana) have known by both names Mohd Sarduddin and Mohammad Sadruddin one and the same person. bbox=[233, 375, 458, 452]
